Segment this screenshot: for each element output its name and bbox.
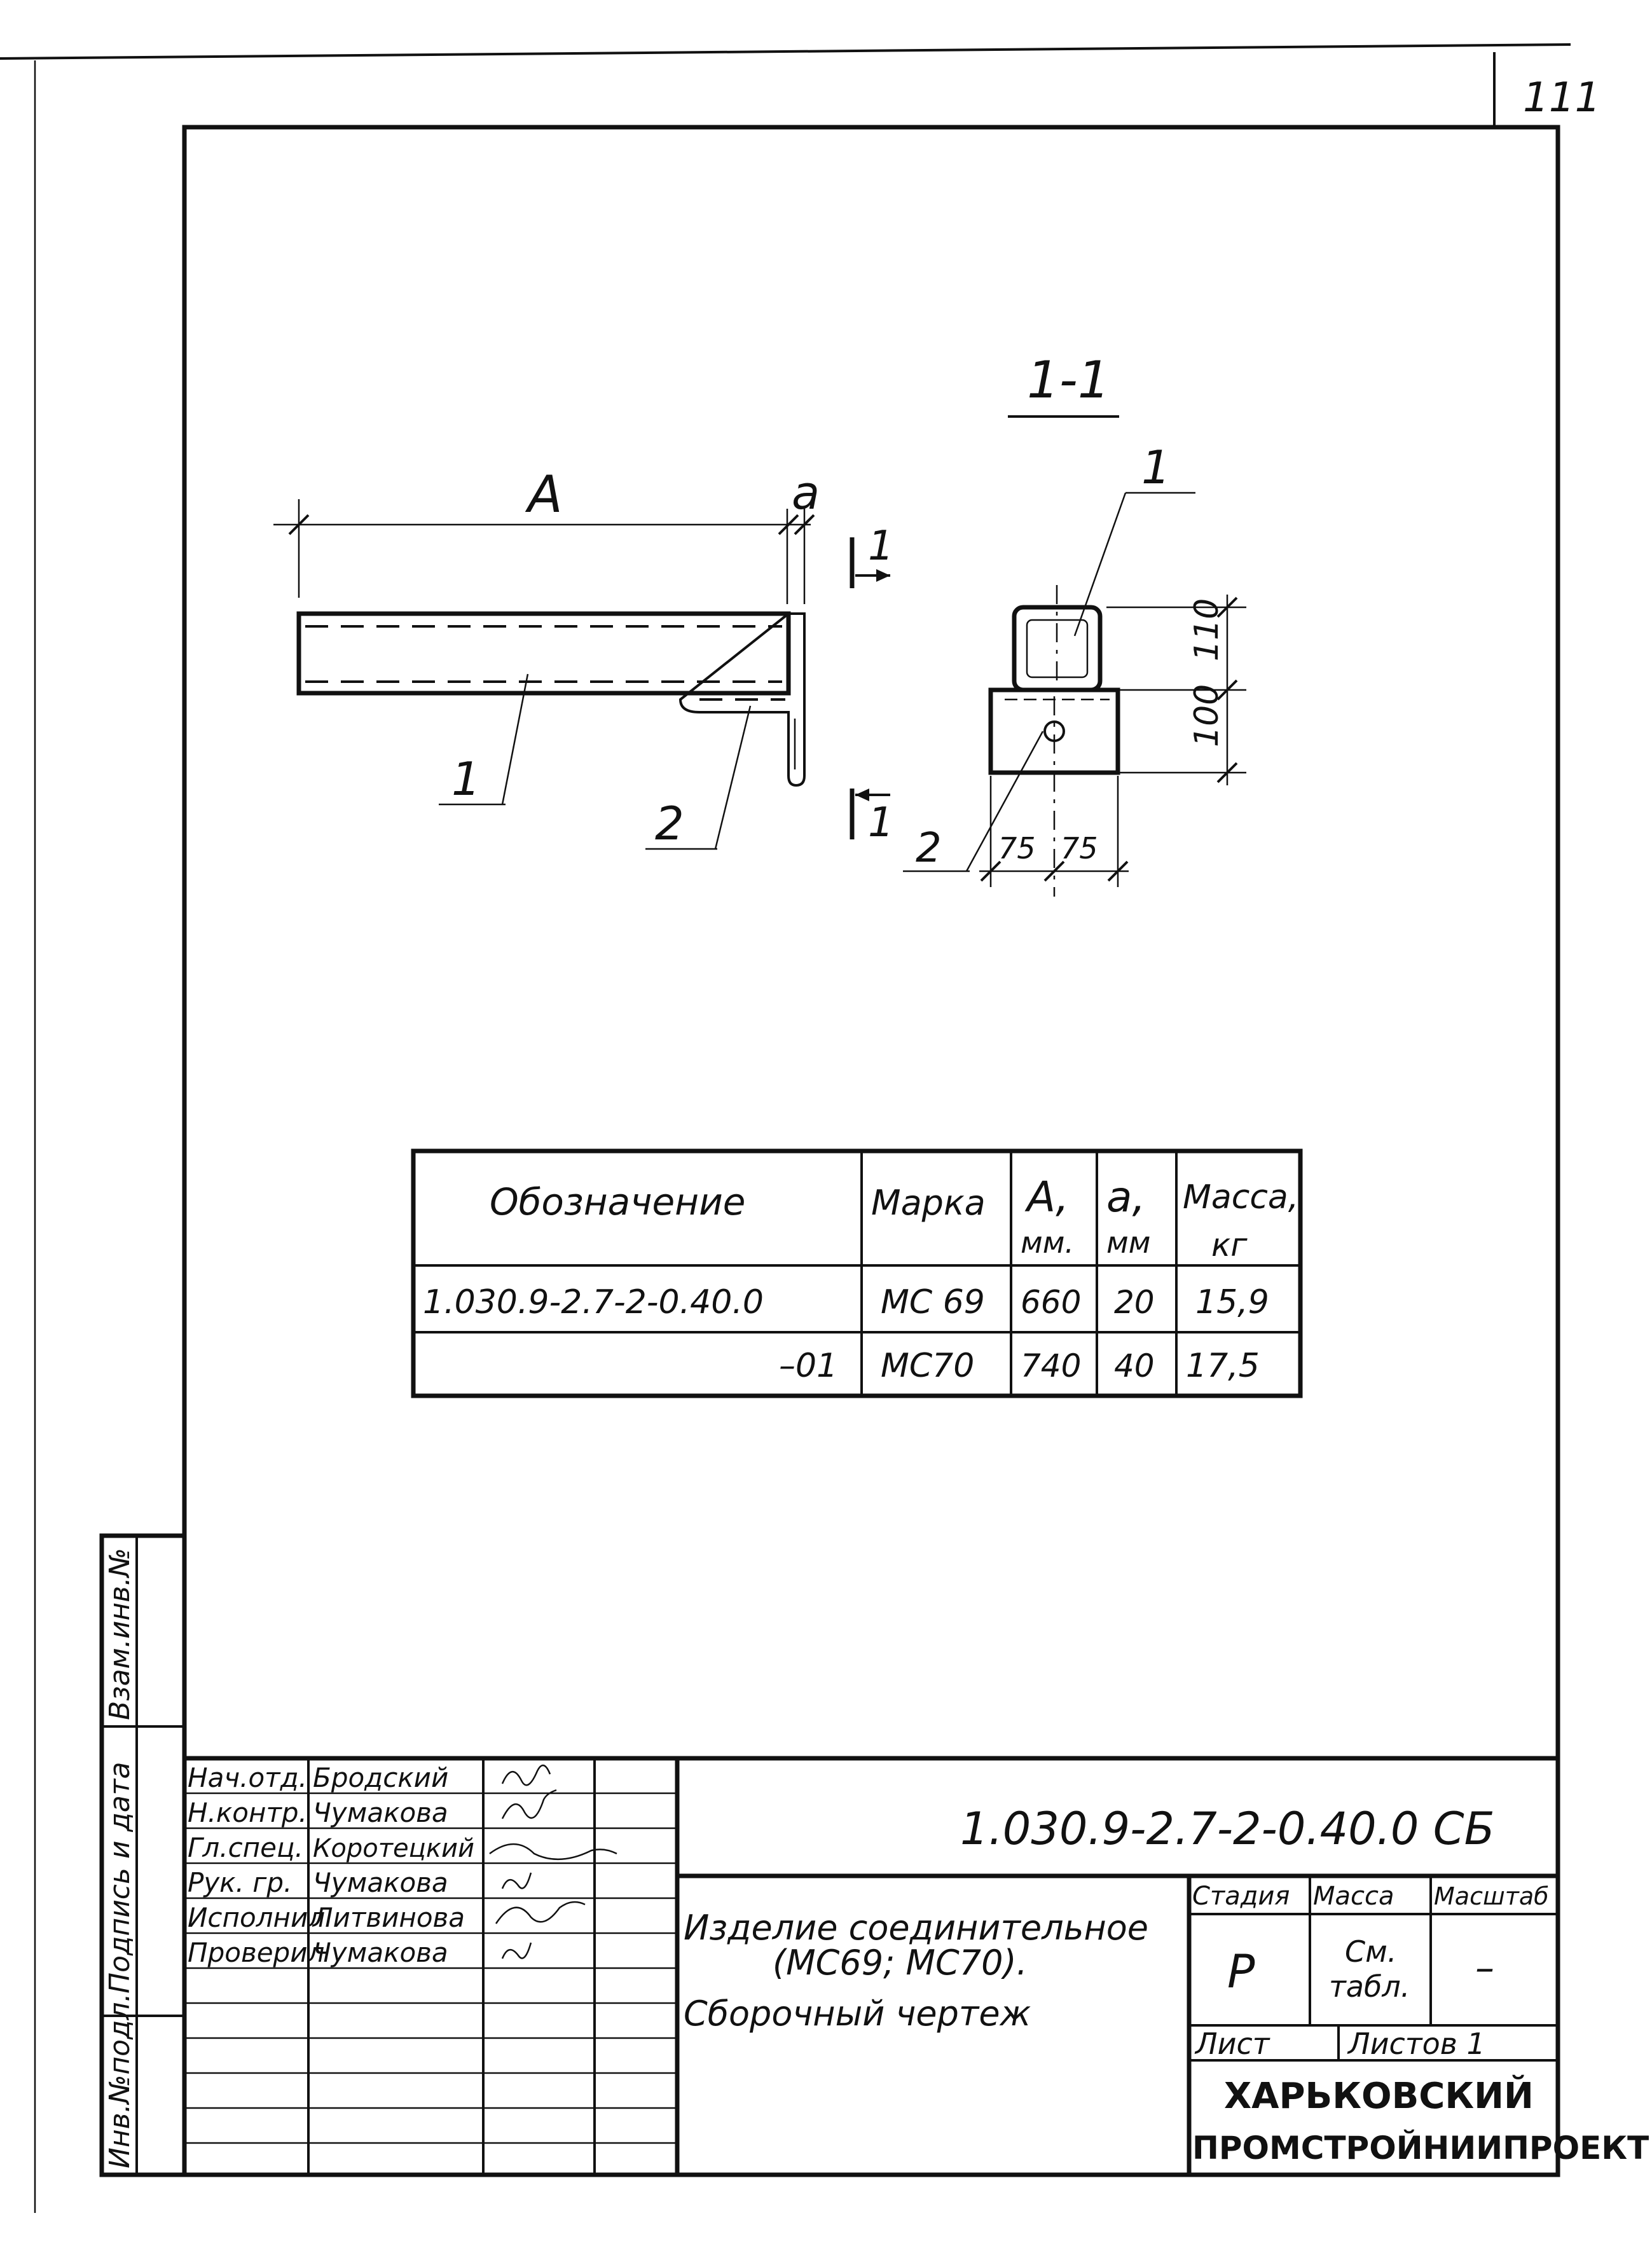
mass-label: Масса: [1313, 1882, 1394, 1911]
scale-value: –: [1475, 1946, 1494, 1990]
dim-110: 110: [1188, 598, 1226, 661]
row1-mass: 15,9: [1195, 1283, 1269, 1321]
header-designation: Обозначение: [490, 1180, 746, 1223]
section-marker-top: 1: [868, 523, 894, 570]
title-block: [184, 1758, 1649, 2175]
row2-mark: МС70: [881, 1347, 975, 1385]
sheets-label: Листов 1: [1348, 2027, 1485, 2061]
dim-75-right: 75: [1061, 831, 1098, 865]
section-view: [903, 350, 1246, 897]
row2-A: 740: [1021, 1347, 1082, 1384]
front-view: [273, 465, 894, 850]
org-name-2: ПРОМСТРОЙНИИПРОЕКТ: [1192, 2130, 1649, 2167]
header-mass-unit: кг: [1211, 1227, 1248, 1264]
signer-role-3: Гл.спец.: [188, 1832, 303, 1863]
signatures: [490, 1765, 617, 1959]
sheet-number: 111: [1523, 74, 1601, 121]
header-a: а,: [1106, 1173, 1146, 1222]
product-name-3: Сборочный чертеж: [684, 1994, 1031, 2034]
stamp-vzam-inv: Взам.инв.№: [104, 1548, 136, 1720]
signer-name-4: Чумакова: [313, 1867, 448, 1898]
signer-role-5: Исполнил: [188, 1902, 326, 1933]
signer-name-6: Чумакова: [313, 1937, 448, 1968]
row1-designation: 1.030.9-2.7-2-0.40.0: [423, 1283, 764, 1321]
signer-role-2: Н.контр.: [188, 1797, 307, 1828]
stage-label: Стадия: [1192, 1882, 1290, 1911]
pos-1-label: 1: [451, 752, 481, 806]
signer-name-5: Литвинова: [313, 1902, 465, 1933]
header-a-unit: мм: [1106, 1225, 1151, 1260]
product-name-2: (МС69; МС70).: [773, 1943, 1028, 1983]
product-name-1: Изделие соединительное: [684, 1908, 1149, 1948]
stage-value: Р: [1227, 1945, 1255, 1998]
dim-A-label: A: [528, 465, 563, 524]
dim-a-label: a: [792, 466, 820, 520]
doc-code: 1.030.9-2.7-2-0.40.0 СБ: [960, 1803, 1495, 1855]
mass-value-2: табл.: [1329, 1969, 1410, 2004]
signer-name-2: Чумакова: [313, 1797, 448, 1828]
row2-a: 40: [1114, 1347, 1155, 1384]
header-mark: Марка: [871, 1183, 986, 1223]
section-title: 1-1: [1027, 350, 1110, 410]
stamp-inv-orig: Инв.№подл.: [104, 1993, 136, 2168]
row1-mark: МС 69: [881, 1283, 985, 1321]
section-pos-1: 1: [1141, 441, 1171, 494]
dim-75-left: 75: [998, 831, 1036, 865]
spec-table: [413, 1151, 1300, 1396]
side-stamp: [102, 1536, 184, 2175]
sheet-top-edge: [0, 45, 1571, 59]
row2-mass: 17,5: [1186, 1347, 1260, 1385]
header-mass: Масса,: [1183, 1178, 1299, 1216]
signer-role-6: Проверил: [188, 1937, 325, 1968]
signer-name-3: Коротецкий: [313, 1834, 475, 1863]
signer-role-1: Нач.отд.: [188, 1762, 308, 1793]
row2-designation: –01: [779, 1347, 838, 1385]
scale-label: Масштаб: [1434, 1882, 1549, 1910]
pos-2-label: 2: [655, 797, 684, 850]
header-A: А,: [1027, 1173, 1070, 1222]
sheet-label: Лист: [1195, 2027, 1270, 2061]
section-marker-bottom: 1: [868, 799, 894, 846]
org-name-1: ХАРЬКОВСКИЙ: [1224, 2076, 1534, 2117]
row1-a: 20: [1114, 1284, 1155, 1321]
dim-100: 100: [1188, 684, 1226, 747]
signer-name-1: Бродский: [313, 1762, 449, 1793]
section-pos-2: 2: [916, 825, 942, 872]
row1-A: 660: [1021, 1284, 1082, 1321]
mass-value-1: См.: [1345, 1934, 1397, 1969]
header-A-unit: мм.: [1021, 1225, 1075, 1260]
signer-role-4: Рук. гр.: [188, 1867, 293, 1898]
stamp-sign-date: Подпись и дата: [104, 1761, 136, 1994]
